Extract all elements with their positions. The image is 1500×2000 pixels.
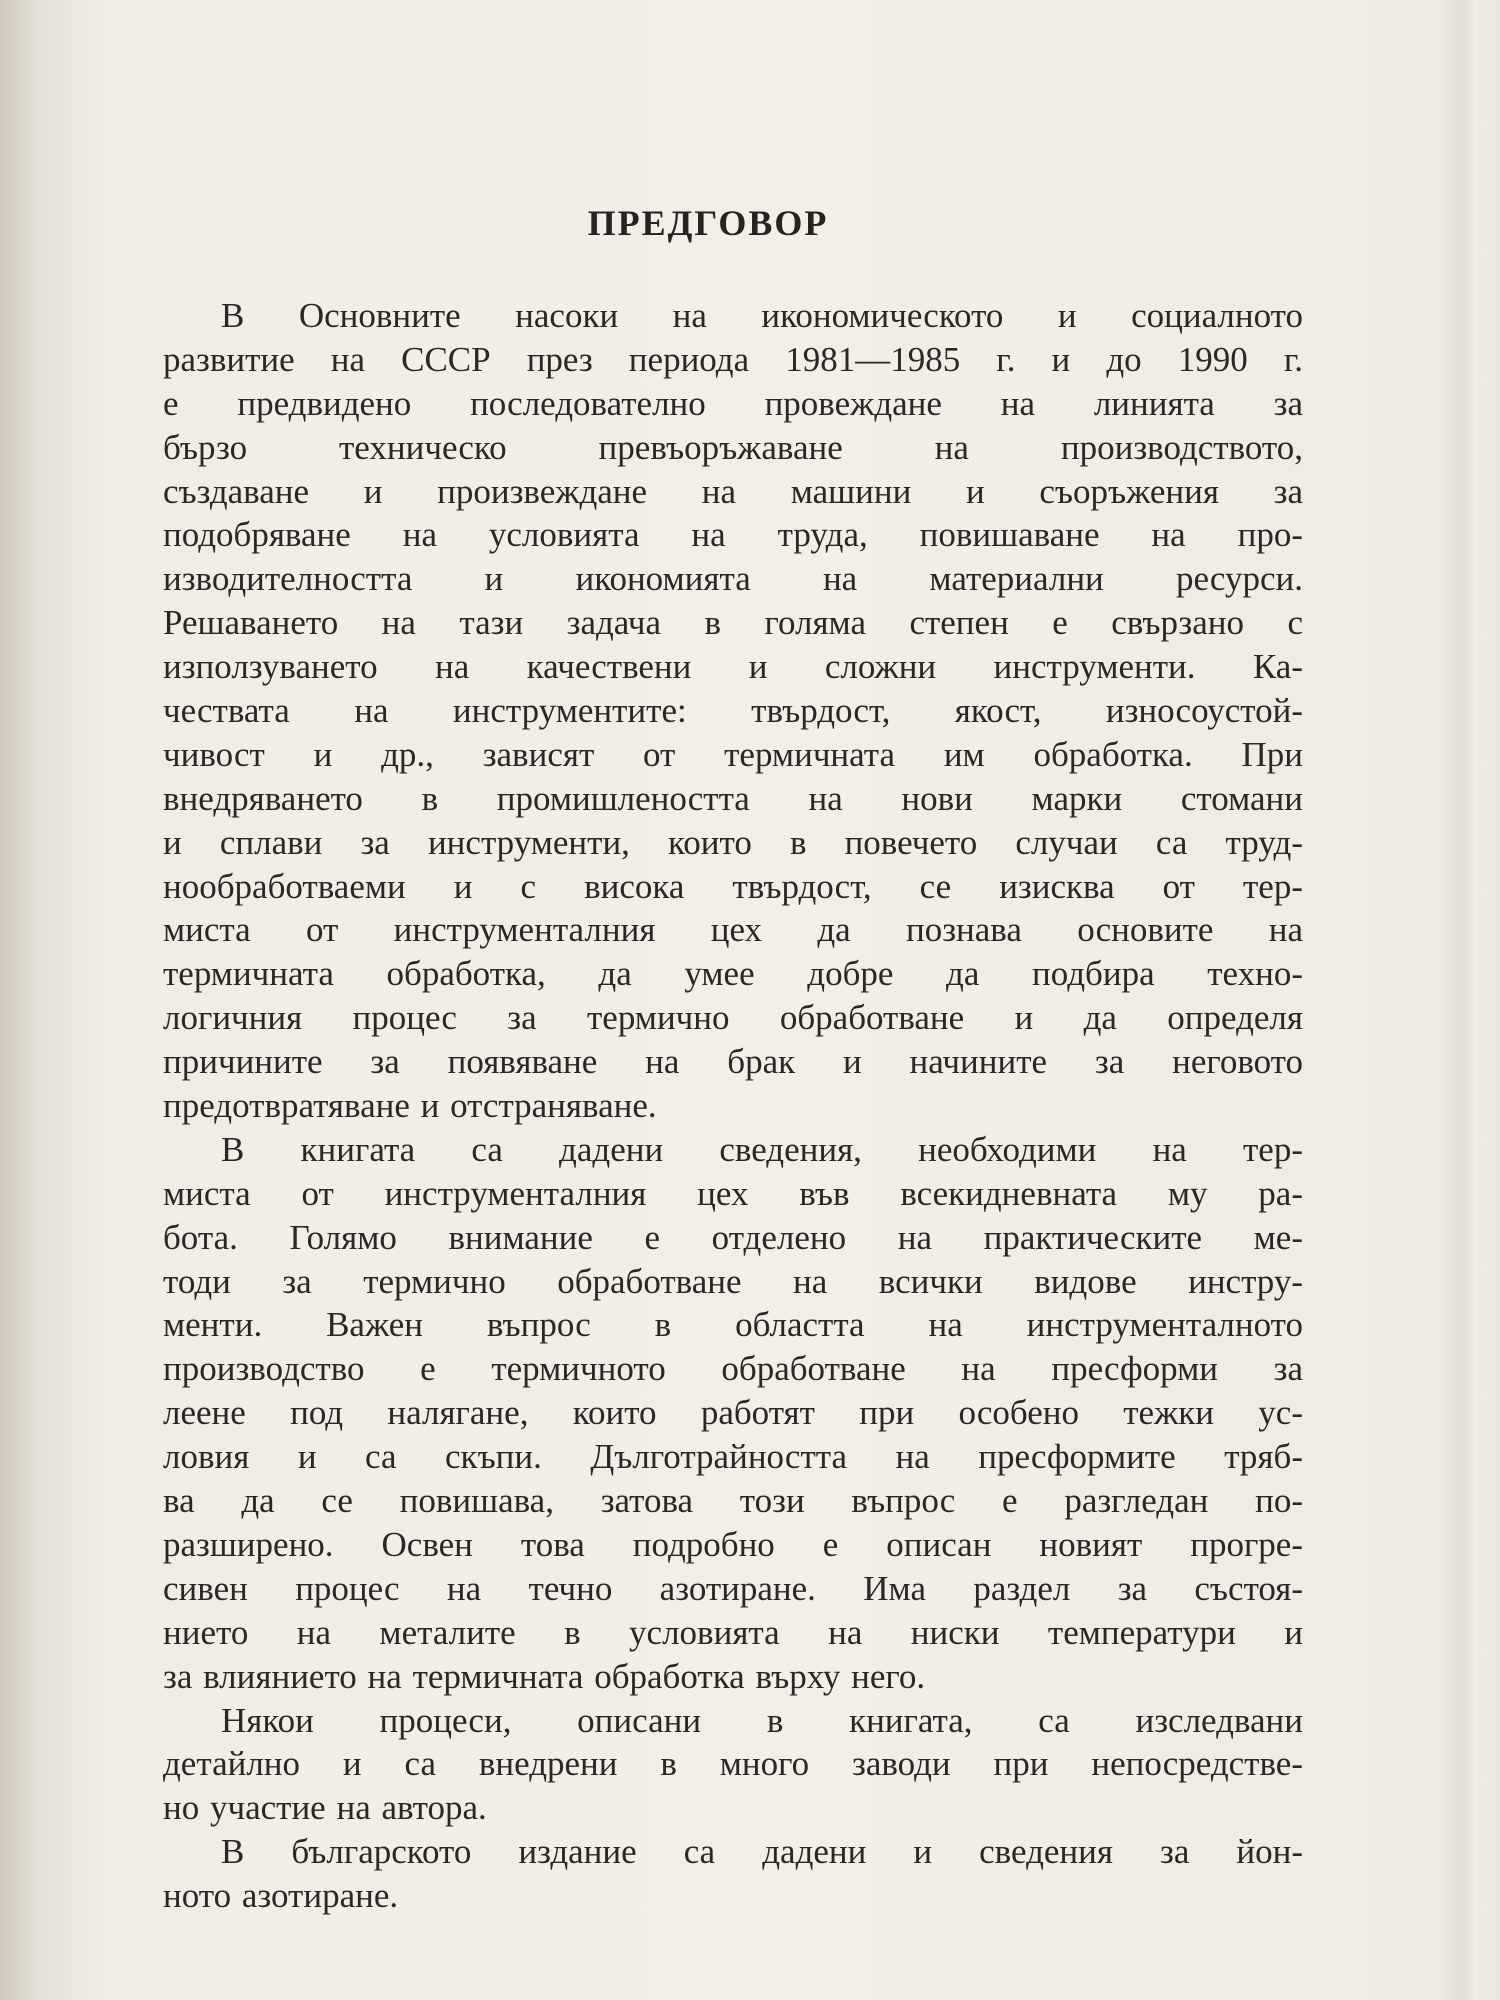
text-line: миста от инструменталния цех във всекидневната му ра- [163, 1173, 1303, 1213]
text-line: В българското издание са дадени и сведения за йон- [221, 1832, 1303, 1872]
text-line: менти. Важен въпрос в областта на инструменталното [163, 1305, 1303, 1345]
text-line: но участие на автора. [163, 1788, 487, 1828]
text-line: нието на металите в условията на ниски температури и [163, 1612, 1303, 1652]
text-line: за влиянието на термичната обработка върху него. [163, 1656, 926, 1696]
text-line: използуването на качествени и сложни инструменти. Ка- [163, 647, 1303, 687]
text-line: В книгата са дадени сведения, необходими на тер- [221, 1129, 1303, 1169]
text-line: тоди за термично обработване на всички видове инстру- [163, 1261, 1303, 1301]
text-line: Някои процеси, описани в книгата, са изследвани [221, 1700, 1303, 1740]
text-line: детайлно и са внедрени в много заводи при непосредстве- [163, 1744, 1303, 1784]
text-line: внедряването в промишлеността на нови марки стомани [163, 778, 1303, 818]
text-line: чествата на инструментите: твърдост, якост, износоустой- [163, 691, 1303, 731]
text-line: В Основните насоки на икономическото и социалното [221, 296, 1303, 335]
text-line: сивен процес на течно азотиране. Има раздел за състоя- [163, 1568, 1303, 1608]
text-line: и сплави за инструменти, които в повечето случаи са труд- [163, 822, 1303, 862]
text-line: производство е термичното обработване на пресформи за [163, 1349, 1303, 1389]
text-line: развитие на СССР през периода 1981—1985 г. и до 1990 г. [163, 339, 1303, 379]
text-line: миста от инструменталния цех да познава основите на [163, 910, 1303, 950]
text-line: разширено. Освен това подробно е описан новият прогре- [163, 1524, 1303, 1564]
text-line: бота. Голямо внимание е отделено на практическите ме- [163, 1217, 1303, 1257]
text-line: ва да се повишава, затова този въпрос е разгледан по- [163, 1481, 1303, 1521]
preface-body [163, 294, 1303, 1918]
text-line: е предвидено последователно провеждане на линията за [163, 383, 1303, 423]
text-line: предотвратяване и отстраняване. [163, 1086, 657, 1126]
text-line: термичната обработка, да умее добре да подбира техно- [163, 954, 1303, 994]
text-line: логичния процес за термично обработване и да определя [163, 998, 1303, 1038]
text-line: чивост и др., зависят от термичната им обработка. При [163, 734, 1303, 774]
text-line: нообработваеми и с висока твърдост, се изисква от тер- [163, 866, 1303, 906]
text-line: причините за появяване на брак и начините за неговото [163, 1042, 1303, 1082]
text-line: Решаването на тази задача в голяма степен е свързано с [163, 603, 1303, 643]
page-title: ПРЕДГОВОР [587, 203, 829, 243]
text-line: леене под налягане, които работят при особено тежки ус- [163, 1393, 1303, 1433]
text-line: подобряване на условията на труда, повишаване на про- [163, 515, 1303, 555]
text-line: създаване и произвеждане на машини и съоръжения за [163, 471, 1303, 511]
text-line: ното азотиране. [163, 1876, 399, 1916]
text-line: бързо техническо превъоръжаване на производството, [163, 427, 1303, 467]
text-line: изводителността и икономията на материални ресурси. [163, 559, 1303, 599]
text-line: ловия и са скъпи. Дълготрайността на пресформите тряб- [163, 1437, 1303, 1477]
